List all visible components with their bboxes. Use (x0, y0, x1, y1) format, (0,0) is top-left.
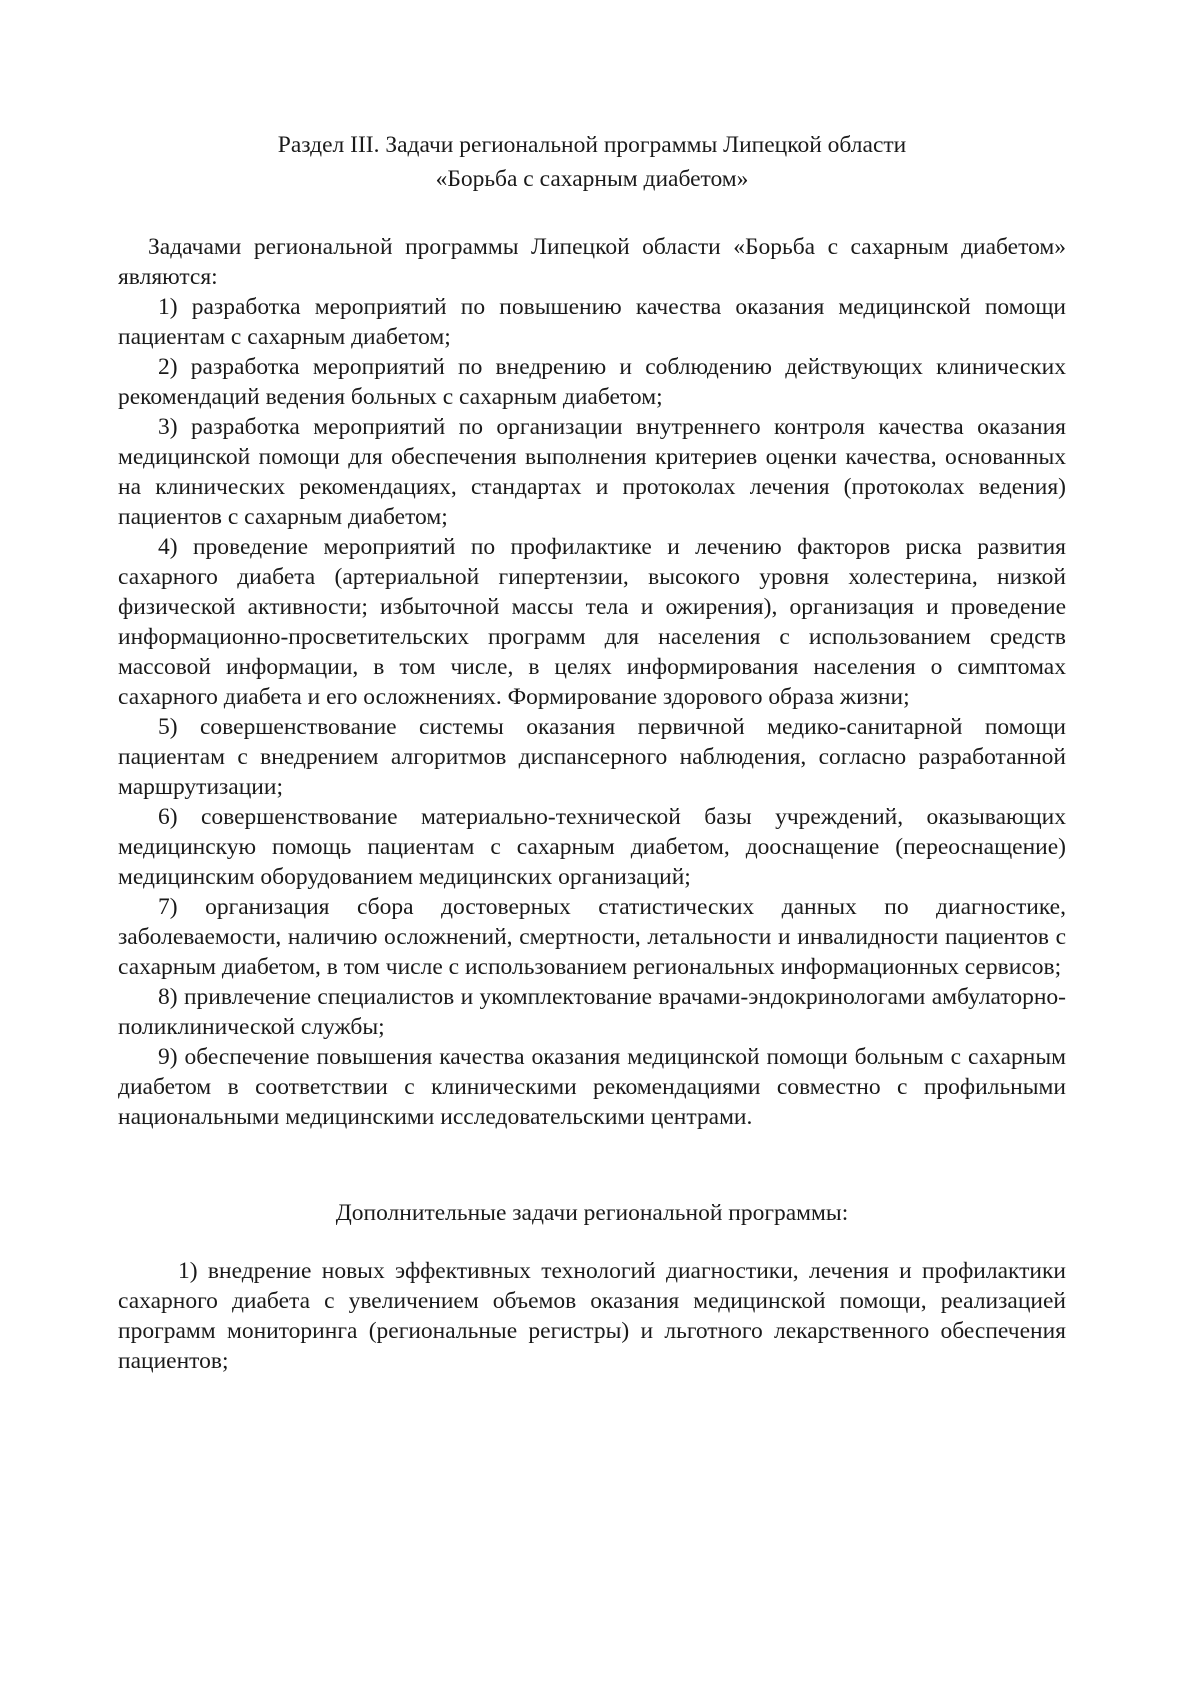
document-page (118, 128, 1066, 1376)
additional-tasks-heading: Дополнительные задачи региональной программы: (335, 1200, 849, 1226)
additional-task-item-1: 1) внедрение новых эффективных технологий диагностики, лечения и профилактики сахарного диабета с увеличением объемов оказания медицинской помощи, реализацией программ мониторинга (региональные регистры) и льготного лекарственного обеспечения пациентов; (118, 1258, 1066, 1374)
task-item-2: 2) разработка мероприятий по внедрению и соблюдению действующих клинических рекомендаций ведения больных с сахарным диабетом; (118, 354, 1066, 410)
section-heading-line1: Раздел III. Задачи региональной программы Липецкой области (277, 132, 907, 158)
task-item-8: 8) привлечение специалистов и укомплектование врачами-эндокринологами амбулаторно-поликлинической службы; (118, 984, 1066, 1040)
task-item-6: 6) совершенствование материально-технической базы учреждений, оказывающих медицинскую помощь пациентам с сахарным диабетом, дооснащение (переоснащение) медицинским оборудованием медицинских организаций; (118, 804, 1066, 890)
section-heading (118, 128, 1066, 196)
intro-paragraph: Задачами региональной программы Липецкой области «Борьба с сахарным диабетом» являются: (118, 234, 1066, 290)
task-item-4: 4) проведение мероприятий по профилактике и лечению факторов риска развития сахарного диабета (артериальной гипертензии, высокого уровня холестерина, низкой физической активности; избыточной массы тела и ожирения), организация и проведение информационно-просветительских программ для населения с использованием средств массовой информации, в том числе, в целях информирования населения о симптомах сахарного диабета и его осложнениях. Формирование здорового образа жизни; (118, 534, 1066, 710)
task-item-1: 1) разработка мероприятий по повышению качества оказания медицинской помощи пациентам с сахарным диабетом; (118, 294, 1066, 350)
task-item-7: 7) организация сбора достоверных статистических данных по диагностике, заболеваемости, наличию осложнений, смертности, летальности и инвалидности пациентов с сахарным диабетом, в том числе с использованием региональных информационных сервисов; (118, 894, 1066, 980)
task-item-9: 9) обеспечение повышения качества оказания медицинской помощи больным с сахарным диабетом в соответствии с клиническими рекомендациями совместно с профильными национальными медицинскими исследовательскими центрами. (118, 1044, 1066, 1130)
task-item-5: 5) совершенствование системы оказания первичной медико-санитарной помощи пациентам с внедрением алгоритмов диспансерного наблюдения, согласно разработанной маршрутизации; (118, 714, 1066, 800)
task-item-3: 3) разработка мероприятий по организации внутреннего контроля качества оказания медицинской помощи для обеспечения выполнения критериев оценки качества, основанных на клинических рекомендациях, стандартах и протоколах лечения (протоколах ведения) пациентов с сахарным диабетом; (118, 414, 1066, 530)
section-heading-line2: «Борьба с сахарным диабетом» (435, 166, 749, 192)
